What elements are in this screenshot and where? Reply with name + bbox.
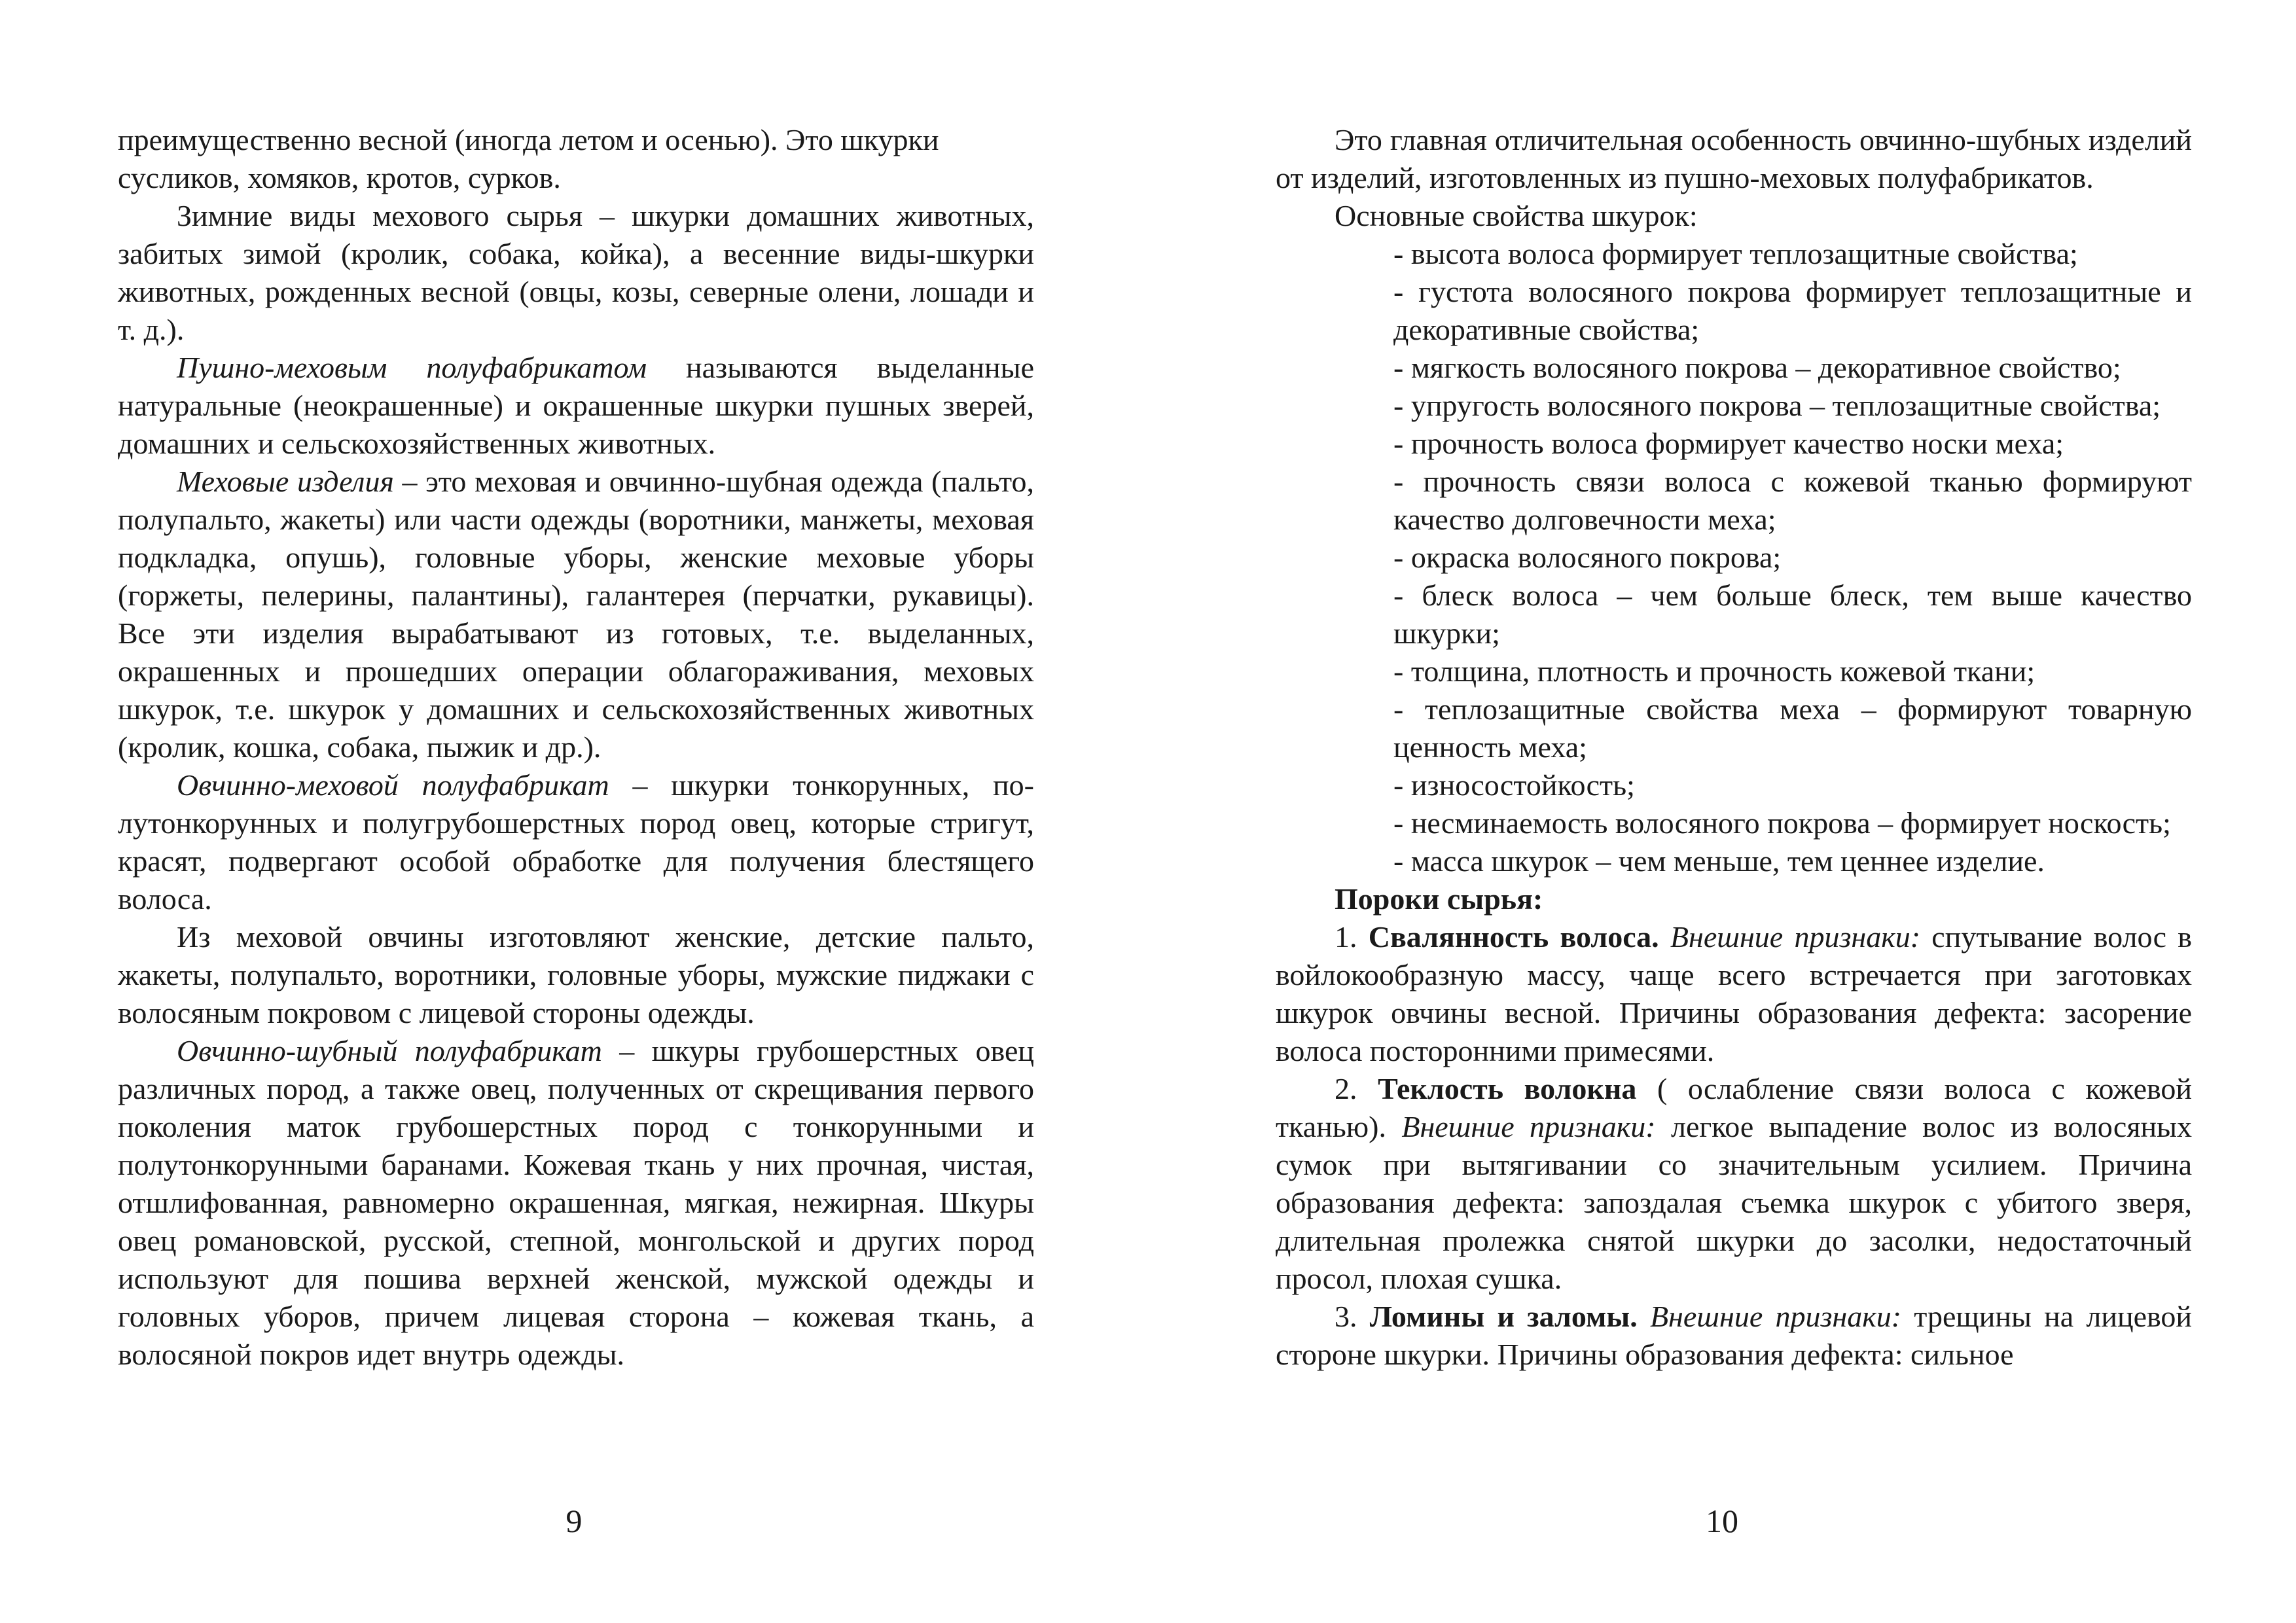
italic-term: Овчинно-меховой полуфабрикат: [177, 768, 609, 802]
page-number: 9: [565, 1503, 583, 1539]
defect-paragraph: 3. Ломины и заломы. Внешние признаки: трещины на лицевой стороне шкурки. Причины образования дефекта: сильное: [1276, 1300, 2193, 1371]
defect-title: Ломины и заломы.: [1369, 1300, 1638, 1333]
page-number: 10: [1706, 1503, 1738, 1539]
defect-paragraph: 1. Свалянность волоса. Внешние признаки: спутывание волос в войлокообразную массу, чаще всего встречается при заготовках шкурок овчины весной. Причины образования дефекта: засорение волоса посторонними примесями.: [1276, 920, 2193, 1067]
italic-term: Овчинно-шубный полуфабрикат: [177, 1034, 602, 1067]
list-item: - прочность связи волоса с кожевой тканью формируют качество долговечности меха;: [1393, 465, 2192, 536]
defect-title: Свалянность волоса.: [1368, 920, 1659, 954]
paragraph: Пушно-меховым полуфабрикатом называются выделанные натуральные (неокрашенные) и окрашенные шкурки пушных зверей, домашних и сельскохозяйственных животных.: [118, 351, 1034, 460]
list-item: - несминаемость волосяного покрова – формирует носкость;: [1393, 806, 2171, 840]
paragraph: Овчинно-шубный полуфабрикат – шкуры грубошерстных овец различных пород, а также овец, полученных от скрещивания первого поколения маток грубошерстных пород с тонкорунными и полутонкорунными баранами. Кожевая ткань у них прочная, чистая, отшлифованная, равномерно окрашенная, мягкая, нежирная. Шкуры овец романовской, русской, степной, монгольской и других пород используют для пошива верхней женской, мужской одежды и головных уборов, причем лицевая сторона – кожевая ткань, а волосяной покров идет внутрь одежды.: [118, 1034, 1034, 1371]
defect-paragraph: 2. Теклость волокна ( ослабление связи волоса с кожевой тканью). Внешние признаки: легкое выпадение волос из волосяных сумок при вытягивании со значительным усилием. Причина образования дефекта: запоздалая съемка шкурок с убитого зверя, длительная пролежка снятой шкурки до засолки, недостаточный просол, плохая сушка.: [1276, 1072, 2193, 1295]
list-item: - густота волосяного покрова формирует теплозащитные и декоративные свойства;: [1393, 275, 2192, 346]
paragraph: Зимние виды мехового сырья – шкурки домашних животных, забитых зимой (кролик, собака, койка), а весенние виды-шкурки животных, рожденных весной (овцы, козы, северные олени, лошади и т. д.).: [118, 199, 1034, 346]
list-item: - окраска волосяного покрова;: [1393, 541, 1782, 574]
list-item: - блеск волоса – чем больше блеск, тем выше качество шкурки;: [1393, 579, 2192, 650]
list-item: - мягкость волосяного покрова – декоративное свойство;: [1393, 351, 2121, 384]
italic-term: Внешние признаки:: [1649, 1300, 1902, 1333]
left-text-column: [118, 121, 1034, 1374]
list-heading: Основные свойства шкурок:: [1335, 199, 1698, 232]
paragraph: Из меховой овчины изготовляют женские, детские пальто, жакеты, полупальто, воротники, головные уборы, мужские пиджаки с волосяным покровом с лицевой стороны одежды.: [118, 920, 1034, 1029]
paragraph: преимущественно весной (иногда летом и осенью). Это шкурки сусликов, хомяков, кротов, сурков.: [118, 123, 939, 194]
paragraph: Овчинно-меховой полуфабрикат – шкурки тонкорунных, полутонкорунных и полугрубошерстных пород овец, которые стригут, красят, подвергают особой обработке для получения блестящего волоса.: [118, 768, 1034, 916]
list-item: - теплозащитные свойства меха – формируют товарную ценность меха;: [1393, 692, 2192, 764]
italic-term: Внешние признаки:: [1401, 1110, 1656, 1143]
list-item: - масса шкурок – чем меньше, тем ценнее изделие.: [1393, 844, 2045, 878]
list-item: - высота волоса формирует теплозащитные свойства;: [1393, 237, 2078, 270]
italic-term: Пушно-меховым полуфабрикатом: [177, 351, 647, 384]
right-page: [1148, 0, 2296, 1623]
defect-title: Теклость волокна: [1378, 1072, 1637, 1105]
paragraph: Это главная отличительная особенность овчинно-шубных изделий от изделий, изготовленных из пушно-меховых полуфабрикатов.: [1276, 123, 2192, 194]
list-item: - упругость волосяного покрова – теплозащитные свойства;: [1393, 389, 2161, 422]
list-item: - толщина, плотность и прочность кожевой ткани;: [1393, 654, 2036, 688]
right-text-column: [1276, 121, 2192, 1374]
italic-term: Меховые изделия: [177, 465, 394, 498]
italic-term: Внешние признаки:: [1670, 920, 1921, 954]
list-item: - прочность волоса формирует качество носки меха;: [1393, 427, 2064, 460]
section-heading: Пороки сырья:: [1335, 882, 1543, 916]
list-item: - износостойкость;: [1393, 768, 1635, 802]
paragraph: Меховые изделия – это меховая и овчинно-шубная одежда (пальто, полупальто, жакеты) или части одежды (воротники, манжеты, меховая подкладка, опушь), головные уборы, женские меховые уборы (горжеты, пелерины, палантины), галантерея (перчатки, рукавицы). Все эти изделия вырабатывают из готовых, т.е. выделанных, окрашенных и прошедших операции облагораживания, меховых шкурок, т.е. шкурок у домашних и сельскохозяйственных животных (кролик, кошка, собака, пыжик и др.).: [118, 465, 1034, 764]
